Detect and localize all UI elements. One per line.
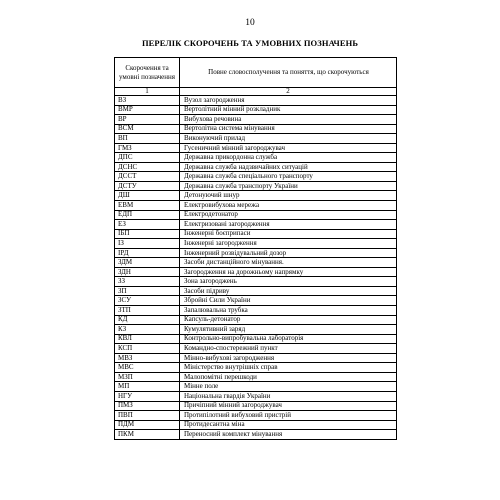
full-term-cell: Кумулятивний заряд <box>180 325 397 335</box>
table-row <box>115 191 397 201</box>
full-term-cell: Переносний комплект мінування <box>180 430 397 440</box>
full-term-cell: Зона загороджень <box>180 277 397 287</box>
full-term-cell: Гусеничний мінний загороджувач <box>180 143 397 153</box>
abbreviation-cell: ІРД <box>115 248 180 258</box>
full-term-cell: Детонуючий шнур <box>180 191 397 201</box>
abbreviation-cell: ЗДМ <box>115 258 180 268</box>
abbreviation-cell: ДСТУ <box>115 181 180 191</box>
table-row <box>115 334 397 344</box>
table-row <box>115 286 397 296</box>
full-term-cell: Виконуючий прилад <box>180 134 397 144</box>
table-row <box>115 315 397 325</box>
full-term-cell: Протидесантна міна <box>180 420 397 430</box>
page-number: 10 <box>245 18 255 28</box>
table-row <box>115 220 397 230</box>
full-term-cell: Інженерний розвідувальний дозор <box>180 248 397 258</box>
column-number-row <box>115 88 397 96</box>
abbreviation-cell: ДПС <box>115 153 180 163</box>
full-term-cell: Протипілотний вибуховий пристрій <box>180 411 397 421</box>
table-body <box>115 96 397 440</box>
table-row <box>115 258 397 268</box>
abbreviation-cell: ЕВМ <box>115 201 180 211</box>
abbreviation-cell: ЕЗ <box>115 220 180 230</box>
full-term-cell: Електризовані загородження <box>180 220 397 230</box>
table-row <box>115 229 397 239</box>
table-row <box>115 105 397 115</box>
table-row <box>115 325 397 335</box>
full-term-cell: Малопомітні перешкоди <box>180 372 397 382</box>
abbreviation-cell: МП <box>115 382 180 392</box>
full-term-cell: Державна прикордонна служба <box>180 153 397 163</box>
abbreviation-cell: ДШ <box>115 191 180 201</box>
full-term-cell: Капсуль-детонатор <box>180 315 397 325</box>
abbreviation-cell: ЗДН <box>115 267 180 277</box>
full-term-cell: Міністерство внутрішніх справ <box>180 363 397 373</box>
abbreviation-cell: КЗ <box>115 325 180 335</box>
abbreviations-table <box>114 57 397 440</box>
full-term-cell: Державна служба транспорту України <box>180 181 397 191</box>
abbreviation-cell: ВМР <box>115 105 180 115</box>
table-row <box>115 210 397 220</box>
full-term-cell: Контрольно-випробувальна лабораторія <box>180 334 397 344</box>
table-row <box>115 162 397 172</box>
abbreviation-cell: КВЛ <box>115 334 180 344</box>
full-term-cell: Інженерні боєприпаси <box>180 229 397 239</box>
full-term-cell: Загородження на дорожньому напрямку <box>180 267 397 277</box>
table-row <box>115 267 397 277</box>
table-row <box>115 411 397 421</box>
table-row <box>115 124 397 134</box>
abbreviation-cell: МВЗ <box>115 353 180 363</box>
table-row <box>115 181 397 191</box>
full-term-cell: Вузол загородження <box>180 96 397 106</box>
full-term-cell: Вертолітна система мінування <box>180 124 397 134</box>
full-term-cell: Електродетонатор <box>180 210 397 220</box>
full-term-cell: Вертолітний мінний розкладник <box>180 105 397 115</box>
abbreviation-cell: ВЗ <box>115 96 180 106</box>
column-header-abbreviation: Скорочення та умовні позначення <box>115 58 180 88</box>
abbreviation-cell: ПДМ <box>115 420 180 430</box>
table-row <box>115 382 397 392</box>
table-row <box>115 96 397 106</box>
abbreviation-cell: ЗП <box>115 286 180 296</box>
abbreviation-cell: МВС <box>115 363 180 373</box>
abbreviation-cell: ПВП <box>115 411 180 421</box>
full-term-cell: Національна гвардія України <box>180 391 397 401</box>
table-row <box>115 401 397 411</box>
table-row <box>115 296 397 306</box>
table-row <box>115 430 397 440</box>
table-row <box>115 239 397 249</box>
column-number-1: 1 <box>115 88 180 96</box>
column-number-2: 2 <box>180 88 397 96</box>
table-row <box>115 420 397 430</box>
full-term-cell: Державна служба надзвичайних ситуацій <box>180 162 397 172</box>
table-row <box>115 143 397 153</box>
abbreviation-cell: НГУ <box>115 391 180 401</box>
abbreviation-cell: ПКМ <box>115 430 180 440</box>
abbreviation-cell: МЗП <box>115 372 180 382</box>
table-row <box>115 153 397 163</box>
page-title: ПЕРЕЛІК СКОРОЧЕНЬ ТА УМОВНИХ ПОЗНАЧЕНЬ <box>141 38 359 48</box>
table-row <box>115 372 397 382</box>
abbreviation-cell: ВР <box>115 115 180 125</box>
table-row <box>115 353 397 363</box>
table-row <box>115 201 397 211</box>
abbreviation-cell: ВСМ <box>115 124 180 134</box>
abbreviation-cell: ВП <box>115 134 180 144</box>
table-row <box>115 248 397 258</box>
table-row <box>115 115 397 125</box>
full-term-cell: Державна служба спеціального транспорту <box>180 172 397 182</box>
table-row <box>115 363 397 373</box>
full-term-cell: Мінне поле <box>180 382 397 392</box>
table-row <box>115 172 397 182</box>
abbreviation-cell: ІБП <box>115 229 180 239</box>
table-row <box>115 134 397 144</box>
full-term-cell: Інженерні загородження <box>180 239 397 249</box>
full-term-cell: Причіпний мінний загороджувач <box>180 401 397 411</box>
abbreviation-cell: ДСНС <box>115 162 180 172</box>
abbreviation-cell: ГМЗ <box>115 143 180 153</box>
column-header-full-term: Повне словосполучення та поняття, що скорочуються <box>180 58 397 88</box>
abbreviation-cell: ЗЗ <box>115 277 180 287</box>
abbreviation-cell: ПМЗ <box>115 401 180 411</box>
abbreviation-cell: ЕДП <box>115 210 180 220</box>
table-row <box>115 344 397 354</box>
full-term-cell: Вибухова речовина <box>180 115 397 125</box>
full-term-cell: Мінно-вибухові загородження <box>180 353 397 363</box>
table-row <box>115 391 397 401</box>
full-term-cell: Електровибухова мережа <box>180 201 397 211</box>
abbreviation-cell: ДССТ <box>115 172 180 182</box>
abbreviation-cell: ЗТП <box>115 306 180 316</box>
table-header-row <box>115 58 397 88</box>
full-term-cell: Засоби дистанційного мінування. <box>180 258 397 268</box>
full-term-cell: Командно-спостережний пункт <box>180 344 397 354</box>
abbreviation-cell: ЗСУ <box>115 296 180 306</box>
full-term-cell: Збройні Сили України <box>180 296 397 306</box>
table-row <box>115 306 397 316</box>
abbreviation-cell: КД <box>115 315 180 325</box>
full-term-cell: Запалювальна трубка <box>180 306 397 316</box>
abbreviation-cell: КСП <box>115 344 180 354</box>
abbreviation-cell: ІЗ <box>115 239 180 249</box>
table-row <box>115 277 397 287</box>
full-term-cell: Засоби підриву <box>180 286 397 296</box>
